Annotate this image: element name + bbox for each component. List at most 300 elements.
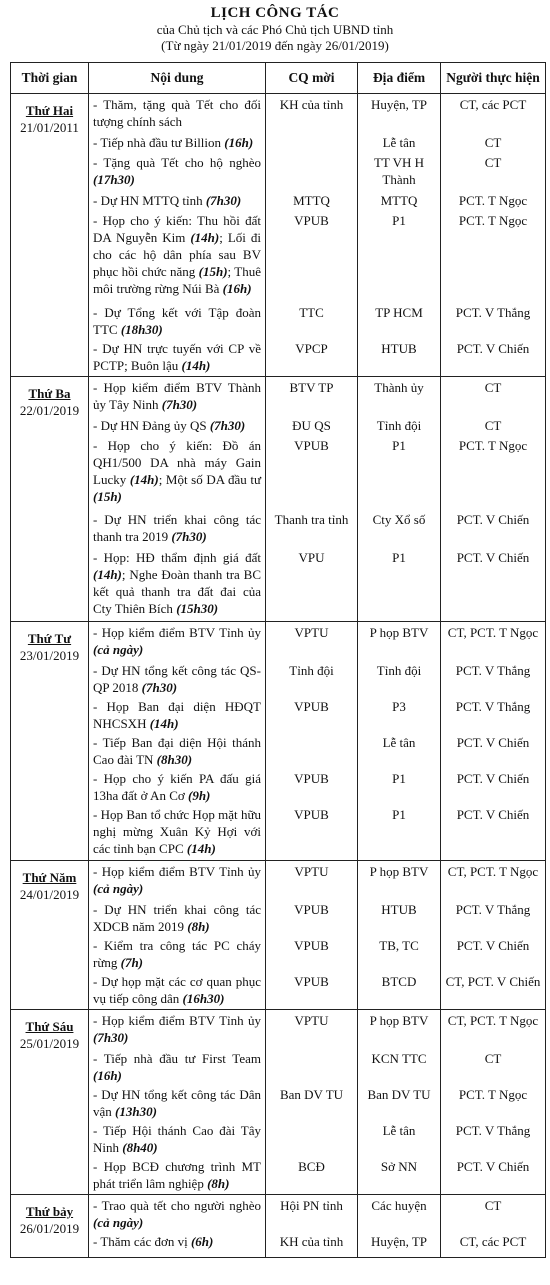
content-entry: [89, 1231, 265, 1257]
entry-performer: PCT. V Chiến: [456, 735, 530, 750]
day-name: Thứ Tư: [27, 631, 72, 646]
inviter-entry: [266, 861, 357, 899]
entry-text: - Dự HN triển khai công tác XDCB năm 2019: [93, 902, 261, 934]
col-header-performer: Người thực hiện: [441, 63, 546, 94]
inviter-entry: [266, 132, 357, 152]
inviter-cell: [266, 377, 358, 622]
performer-cell: [441, 1195, 546, 1258]
performer-entry: [441, 971, 545, 1009]
location-entry: [358, 547, 440, 621]
entry-performer: CT, PCT. V Chiến: [445, 974, 541, 989]
performer-entry: [441, 1010, 545, 1048]
day-cell: [11, 1010, 89, 1195]
entry-inviter: VPUB: [294, 699, 329, 714]
entry-performer: CT, PCT. T Ngọc: [447, 864, 539, 879]
performer-entry: [441, 152, 545, 190]
entry-inviter: VPUB: [294, 938, 329, 953]
inviter-entry: [266, 622, 357, 660]
performer-entry: [441, 861, 545, 899]
entry-location: KCN TTC: [371, 1051, 427, 1066]
entry-text: - Dự HN tổng kết công tác Dân vận: [93, 1087, 261, 1119]
entry-inviter: TTC: [299, 305, 324, 320]
entry-inviter: MTTQ: [293, 193, 330, 208]
entry-performer: PCT. T Ngọc: [458, 1087, 528, 1102]
entry-location: P1: [392, 550, 406, 565]
entry-location: P1: [392, 213, 406, 228]
entry-location: HTUB: [381, 341, 417, 356]
inviter-entry: [266, 190, 357, 210]
location-entry: [358, 415, 440, 435]
location-cell: [358, 377, 441, 622]
entry-time: (8h): [187, 919, 210, 934]
entry-location: P3: [392, 699, 406, 714]
col-header-content: Nội dung: [89, 63, 266, 94]
entry-performer: PCT. V Chiến: [456, 938, 530, 953]
content-entry: [89, 971, 265, 1009]
entry-performer: PCT. V Thắng: [455, 663, 531, 678]
inviter-entry: [266, 302, 357, 338]
content-entry: [89, 1156, 265, 1194]
location-entry: [358, 94, 440, 132]
inviter-entry: [266, 971, 357, 1009]
inviter-entry: [266, 547, 357, 621]
entry-text: - Tiếp Ban đại diện Hội thánh Cao đài TN: [93, 735, 261, 767]
inviter-cell: [266, 94, 358, 377]
location-entry: [358, 732, 440, 768]
entry-text: - Dự HN trực tuyến với CP về PCTP; Buôn lậu: [93, 341, 261, 373]
performer-entry: [441, 1231, 545, 1257]
entry-text: - Dự HN MTTQ tỉnh: [93, 193, 203, 208]
performer-entry: [441, 660, 545, 696]
entry-inviter: KH của tỉnh: [279, 97, 344, 112]
inviter-entry: [266, 1156, 357, 1194]
content-entry: [89, 435, 265, 509]
day-cell: [11, 377, 89, 622]
content-entry: [89, 622, 265, 660]
day-cell: [11, 622, 89, 861]
entry-time: (cả ngày): [93, 881, 144, 896]
location-entry: [358, 660, 440, 696]
entry-location: TP HCM: [375, 305, 423, 320]
content-cell: [89, 622, 266, 861]
entry-performer: PCT. V Thắng: [455, 699, 531, 714]
entry-time: (7h): [120, 955, 144, 970]
entry-location: MTTQ: [380, 193, 418, 208]
entry-text: - Tặng quà Tết cho hộ nghèo: [93, 155, 261, 170]
entry-text: - Dự Tổng kết với Tập đoàn TTC: [93, 305, 261, 337]
content-cell: [89, 861, 266, 1010]
day-row-4: [11, 1010, 546, 1195]
content-entry: [89, 732, 265, 768]
entry-inviter: Hội PN tỉnh: [280, 1198, 343, 1213]
location-entry: [358, 696, 440, 732]
content-entry: [89, 338, 265, 376]
content-entry: [89, 935, 265, 971]
entry-time: (7h30): [205, 193, 242, 208]
performer-entry: [441, 732, 545, 768]
entry-location: Cty Xổ số: [372, 512, 426, 527]
entry-inviter: VPUB: [294, 771, 329, 786]
day-name: Thứ Sáu: [25, 1019, 74, 1034]
location-cell: [358, 861, 441, 1010]
entry-time: (13h30): [115, 1104, 157, 1119]
document-subtitle: của Chủ tịch và các Phó Chủ tịch UBND tỉnh: [156, 22, 394, 37]
entry-text: - Tiếp nhà đầu tư First Team: [93, 1051, 261, 1066]
content-entry: [89, 1195, 265, 1231]
entry-text: - Dự HN tổng kết công tác QS-QP 2018: [93, 663, 261, 695]
entry-performer: PCT. V Thắng: [455, 1123, 531, 1138]
performer-entry: [441, 302, 545, 338]
inviter-entry: [266, 1010, 357, 1048]
entry-performer: PCT. V Chiến: [456, 512, 530, 527]
performer-entry: [441, 696, 545, 732]
entry-location: Thành ủy: [374, 380, 424, 395]
inviter-entry: [266, 509, 357, 547]
entry-inviter: VPUB: [294, 974, 329, 989]
location-entry: [358, 338, 440, 376]
entry-performer: PCT. V Chiến: [456, 807, 530, 822]
location-entry: [358, 210, 440, 302]
entry-text: - Họp Ban tổ chức Họp mặt hữu nghị mừng Xuân Kỷ Hợi với các tỉnh bạn CPC: [93, 807, 261, 856]
inviter-entry: [266, 1084, 357, 1120]
col-header-time: Thời gian: [11, 63, 89, 94]
content-entry: [89, 190, 265, 210]
location-entry: [358, 861, 440, 899]
entry-text: - Họp kiểm điểm BTV Tỉnh ủy: [93, 1013, 261, 1028]
content-entry: [89, 377, 265, 415]
date-range: (Từ ngày 21/01/2019 đến ngày 26/01/2019): [161, 38, 389, 53]
day-row-5: [11, 1195, 546, 1258]
content-cell: [89, 1195, 266, 1258]
entry-location: P1: [392, 771, 406, 786]
document-title: LỊCH CÔNG TÁC: [210, 5, 340, 21]
inviter-cell: [266, 1010, 358, 1195]
entry-performer: CT: [484, 1198, 502, 1213]
performer-entry: [441, 1120, 545, 1156]
day-name: Thứ Năm: [22, 870, 77, 885]
content-entry: [89, 899, 265, 935]
content-entry: [89, 1010, 265, 1048]
entry-text: - Thăm, tặng quà Tết cho đối tượng chính sách: [93, 97, 261, 129]
day-cell: [11, 861, 89, 1010]
location-entry: [358, 971, 440, 1009]
entry-text: - Trao quà tết cho người nghèo: [93, 1198, 261, 1213]
inviter-entry: [266, 935, 357, 971]
entry-location: Huyện, TP: [370, 1234, 428, 1249]
entry-location: P1: [392, 807, 406, 822]
entry-text: - Kiểm tra công tác PC cháy rừng: [93, 938, 261, 970]
entry-inviter: VPUB: [294, 807, 329, 822]
inviter-entry: [266, 1120, 357, 1156]
content-entry: [89, 861, 265, 899]
location-entry: [358, 1231, 440, 1257]
performer-entry: [441, 899, 545, 935]
entry-inviter: Thanh tra tỉnh: [274, 512, 349, 527]
location-entry: [358, 1195, 440, 1231]
inviter-entry: [266, 415, 357, 435]
performer-cell: [441, 377, 546, 622]
performer-entry: [441, 1156, 545, 1194]
entry-location: Tỉnh đội: [376, 663, 422, 678]
performer-entry: [441, 547, 545, 621]
document-header: [0, 0, 550, 54]
performer-entry: [441, 190, 545, 210]
entry-inviter: VPUB: [294, 213, 329, 228]
performer-entry: [441, 377, 545, 415]
schedule-table: [10, 62, 546, 1258]
col-header-inviter: CQ mời: [266, 63, 358, 94]
entry-performer: PCT. V Chiến: [456, 771, 530, 786]
entry-performer: PCT. T Ngọc: [458, 193, 528, 208]
performer-entry: [441, 338, 545, 376]
inviter-entry: [266, 1048, 357, 1084]
entry-time: (14h): [186, 841, 216, 856]
entry-time: (17h30): [93, 172, 135, 187]
entry-text: - Dự HN Đảng ủy QS: [93, 418, 207, 433]
entry-time: (7h30): [161, 397, 198, 412]
location-entry: [358, 302, 440, 338]
entry-performer: PCT. V Chiến: [456, 1159, 530, 1174]
entry-performer: CT: [484, 1051, 502, 1066]
entry-time: (18h30): [120, 322, 163, 337]
day-cell: [11, 1195, 89, 1258]
day-name: Thứ Hai: [25, 103, 74, 118]
entry-text: - Tiếp Hội thánh Cao đài Tây Ninh: [93, 1123, 261, 1155]
entry-location: Lễ tân: [382, 735, 416, 750]
day-row-2: [11, 622, 546, 861]
performer-entry: [441, 1195, 545, 1231]
inviter-entry: [266, 152, 357, 190]
content-entry: [89, 768, 265, 804]
location-entry: [358, 509, 440, 547]
entry-time: (8h): [207, 1176, 230, 1191]
location-entry: [358, 152, 440, 190]
location-entry: [358, 622, 440, 660]
entry-location: P1: [392, 438, 406, 453]
inviter-entry: [266, 768, 357, 804]
location-entry: [358, 935, 440, 971]
location-entry: [358, 435, 440, 509]
entry-location: P họp BTV: [369, 625, 429, 640]
entry-performer: PCT. V Chiến: [456, 550, 530, 565]
entry-location: Sở NN: [380, 1159, 418, 1174]
content-entry: [89, 696, 265, 732]
entry-inviter: BTV TP: [289, 380, 334, 395]
performer-entry: [441, 415, 545, 435]
inviter-entry: [266, 1195, 357, 1231]
entry-text: - Họp cho ý kiến: Đồ án QH1/500 DA nhà máy Gain Lucky (14h); Một số DA đầu tư (15h): [93, 438, 261, 504]
inviter-entry: [266, 94, 357, 132]
entry-inviter: VPTU: [294, 1013, 329, 1028]
day-cell: [11, 94, 89, 377]
content-entry: [89, 94, 265, 132]
entry-text: - Họp Ban đại diện HĐQT NHCSXH: [93, 699, 261, 731]
content-entry: [89, 1084, 265, 1120]
entry-performer: CT: [484, 418, 502, 433]
performer-entry: [441, 622, 545, 660]
location-cell: [358, 1010, 441, 1195]
entry-location: Lễ tân: [382, 1123, 416, 1138]
entry-inviter: ĐU QS: [292, 418, 331, 433]
entry-text: - Họp cho ý kiến PA đấu giá 13ha đất ở An Cơ: [93, 771, 261, 803]
entry-inviter: BCĐ: [298, 1159, 325, 1174]
content-cell: [89, 377, 266, 622]
location-cell: [358, 1195, 441, 1258]
entry-inviter: VPTU: [294, 864, 329, 879]
day-row-3: [11, 861, 546, 1010]
entry-text: - Tiếp nhà đầu tư Billion: [93, 135, 222, 150]
location-entry: [358, 1084, 440, 1120]
inviter-entry: [266, 377, 357, 415]
entry-location: P họp BTV: [369, 864, 429, 879]
inviter-entry: [266, 899, 357, 935]
content-entry: [89, 210, 265, 302]
location-entry: [358, 132, 440, 152]
inviter-entry: [266, 804, 357, 860]
content-entry: [89, 804, 265, 860]
entry-location: P họp BTV: [369, 1013, 429, 1028]
entry-location: Ban DV TU: [367, 1087, 431, 1102]
location-entry: [358, 377, 440, 415]
entry-time: (7h30): [171, 529, 207, 544]
inviter-cell: [266, 861, 358, 1010]
entry-time: (8h30): [156, 752, 193, 767]
entry-text: - Dự họp mặt các cơ quan phục vụ tiếp công dân: [93, 974, 261, 1006]
performer-entry: [441, 1048, 545, 1084]
entry-performer: CT, các PCT: [459, 1234, 527, 1249]
performer-cell: [441, 861, 546, 1010]
entry-performer: CT, PCT. T Ngọc: [447, 1013, 539, 1028]
entry-location: TT VH H Thành: [373, 155, 425, 187]
entry-time: (6h): [190, 1234, 214, 1249]
content-entry: [89, 660, 265, 696]
entry-text: - Họp cho ý kiến: Thu hồi đất DA Nguyễn Kim (14h); Lối đi cho các hộ dân phía sau BV phục hồi chức năng (15h); Thuê môi trường rừng Núi Bà (16h): [93, 213, 261, 296]
day-name: Thứ bảy: [25, 1204, 74, 1219]
inviter-entry: [266, 338, 357, 376]
entry-text: - Dự HN triển khai công tác thanh tra 2019: [93, 512, 261, 544]
entry-inviter: VPCP: [295, 341, 328, 356]
inviter-entry: [266, 210, 357, 302]
inviter-entry: [266, 732, 357, 768]
day-row-0: [11, 94, 546, 377]
location-entry: [358, 1156, 440, 1194]
entry-time: (9h): [188, 788, 211, 803]
inviter-cell: [266, 622, 358, 861]
performer-entry: [441, 935, 545, 971]
performer-entry: [441, 509, 545, 547]
entry-location: TB, TC: [379, 938, 419, 953]
day-name: Thứ Ba: [28, 386, 71, 401]
entry-text: - Họp: HĐ thẩm định giá đất (14h); Nghe Đoàn thanh tra BC kết quả thanh tra đất đai của Cty Thiên Bích (15h30): [93, 550, 261, 616]
entry-text: - Họp kiểm điểm BTV Tỉnh ủy: [93, 625, 261, 640]
location-cell: [358, 622, 441, 861]
entry-performer: CT, PCT. T Ngọc: [447, 625, 539, 640]
entry-time: (cả ngày): [93, 642, 144, 657]
entry-performer: CT, các PCT: [459, 97, 527, 112]
day-date: 21/01/2011: [20, 120, 79, 135]
performer-entry: [441, 210, 545, 302]
performer-entry: [441, 1084, 545, 1120]
entry-performer: PCT. T Ngọc: [458, 213, 528, 228]
entry-text: - Họp kiểm điểm BTV Thành ủy Tây Ninh: [93, 380, 261, 412]
entry-time: (7h30): [141, 680, 178, 695]
content-entry: [89, 509, 265, 547]
table-header-row: [11, 63, 546, 94]
performer-entry: [441, 768, 545, 804]
performer-cell: [441, 1010, 546, 1195]
entry-inviter: KH của tỉnh: [279, 1234, 344, 1249]
entry-inviter: VPUB: [294, 438, 329, 453]
inviter-entry: [266, 660, 357, 696]
performer-cell: [441, 94, 546, 377]
content-cell: [89, 94, 266, 377]
inviter-entry: [266, 696, 357, 732]
entry-location: BTCD: [381, 974, 417, 989]
entry-time: (8h40): [122, 1140, 158, 1155]
entry-time: (7h30): [209, 418, 246, 433]
location-entry: [358, 899, 440, 935]
entry-performer: PCT. T Ngọc: [458, 438, 528, 453]
performer-cell: [441, 622, 546, 861]
entry-inviter: VPUB: [294, 902, 329, 917]
content-cell: [89, 1010, 266, 1195]
content-entry: [89, 152, 265, 190]
entry-performer: CT: [484, 380, 502, 395]
location-entry: [358, 1010, 440, 1048]
day-date: 23/01/2019: [19, 648, 80, 663]
content-entry: [89, 132, 265, 152]
location-entry: [358, 804, 440, 860]
content-entry: [89, 302, 265, 338]
inviter-cell: [266, 1195, 358, 1258]
content-entry: [89, 1120, 265, 1156]
entry-performer: PCT. V Chiến: [456, 341, 530, 356]
location-entry: [358, 1120, 440, 1156]
entry-time: (7h30): [93, 1030, 129, 1045]
entry-time: (16h30): [182, 991, 225, 1006]
entry-text: - Họp kiểm điểm BTV Tỉnh ủy: [93, 864, 261, 879]
performer-entry: [441, 94, 545, 132]
entry-time: (16h): [224, 135, 254, 150]
day-date: 26/01/2019: [19, 1221, 80, 1236]
performer-entry: [441, 435, 545, 509]
performer-entry: [441, 132, 545, 152]
content-entry: [89, 1048, 265, 1084]
location-entry: [358, 190, 440, 210]
entry-time: (cả ngày): [93, 1215, 144, 1230]
entry-location: Tỉnh đội: [376, 418, 422, 433]
location-entry: [358, 1048, 440, 1084]
entry-inviter: VPU: [298, 550, 325, 565]
inviter-entry: [266, 435, 357, 509]
day-date: 22/01/2019: [19, 403, 80, 418]
entry-time: (14h): [149, 716, 179, 731]
entry-location: Lễ tân: [382, 135, 416, 150]
entry-inviter: VPTU: [294, 625, 329, 640]
entry-text: - Thăm các đơn vị: [93, 1234, 188, 1249]
entry-performer: CT: [484, 135, 502, 150]
location-entry: [358, 768, 440, 804]
day-date: 24/01/2019: [19, 887, 80, 902]
entry-performer: CT: [484, 155, 502, 170]
entry-inviter: Tỉnh đội: [289, 663, 334, 678]
entry-location: HTUB: [381, 902, 417, 917]
entry-location: Huyện, TP: [370, 97, 428, 112]
content-entry: [89, 547, 265, 621]
entry-time: (16h): [93, 1068, 122, 1083]
entry-time: (14h): [181, 358, 211, 373]
entry-performer: PCT. V Thắng: [455, 305, 531, 320]
